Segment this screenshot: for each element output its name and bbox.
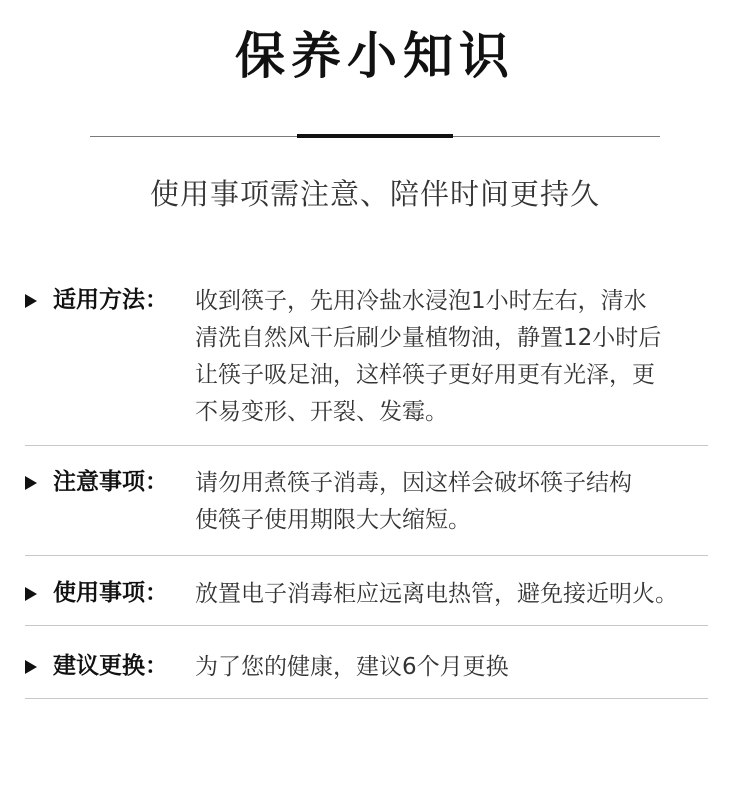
section-divider — [25, 555, 708, 556]
section-body — [195, 649, 700, 686]
section-label: 使用事项： — [53, 580, 168, 606]
triangle-right-icon — [25, 294, 37, 308]
body-line: 收到筷子，先用冷盐水浸泡1小时左右，清水 — [195, 288, 647, 314]
section-body — [195, 576, 700, 613]
section-divider — [25, 625, 708, 626]
triangle-right-icon — [25, 660, 37, 674]
section-label: 注意事项： — [53, 469, 168, 495]
body-line: 使筷子使用期限大大缩短。 — [195, 507, 471, 533]
section-label: 适用方法： — [53, 287, 168, 313]
page-subtitle: 使用事项需注意、陪伴时间更持久 — [149, 177, 600, 211]
body-line: 不易变形、开裂、发霉。 — [195, 399, 448, 425]
section-label: 建议更换： — [53, 653, 168, 679]
section-divider — [25, 445, 708, 446]
triangle-right-icon — [25, 587, 37, 601]
care-section-usage-method — [25, 283, 708, 463]
triangle-right-icon — [25, 476, 37, 490]
body-line: 请勿用煮筷子消毒，因这样会破坏筷子结构 — [195, 470, 632, 496]
body-line: 让筷子吸足油，这样筷子更好用更有光泽，更 — [195, 362, 655, 388]
care-section-precautions — [25, 465, 708, 560]
body-line: 为了您的健康，建议6个月更换 — [195, 654, 509, 680]
section-body — [195, 465, 700, 539]
title-divider-accent — [297, 134, 453, 138]
section-body — [195, 283, 700, 431]
section-divider — [25, 698, 708, 699]
body-line: 清洗自然风干后刷少量植物油，静置12小时后 — [195, 325, 662, 351]
page-title: 保养小知识 — [235, 26, 515, 85]
care-section-replacement — [25, 649, 708, 704]
care-section-usage-notes — [25, 576, 708, 631]
body-line: 放置电子消毒柜应远离电热管，避免接近明火。 — [195, 581, 678, 607]
